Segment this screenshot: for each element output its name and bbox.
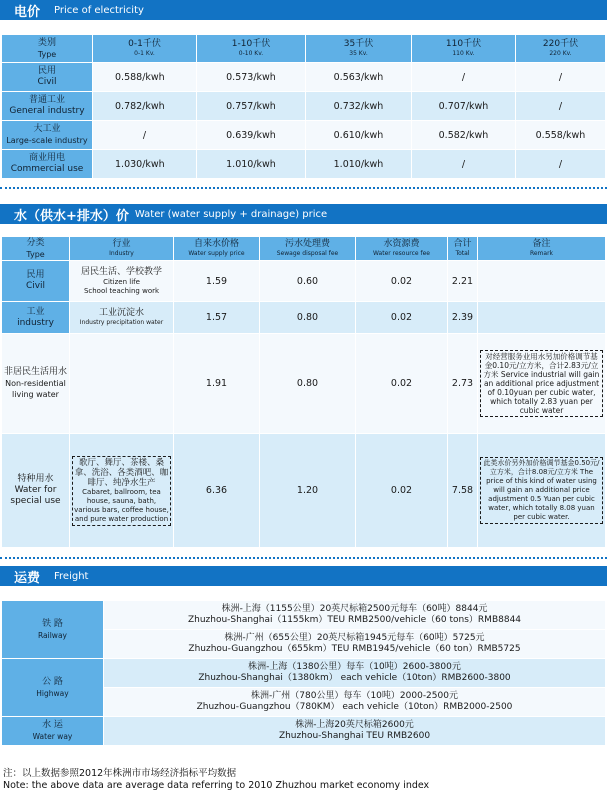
- water-h6-en: Remark: [529, 250, 554, 257]
- electricity-title-bar: [0, 0, 607, 20]
- elec-h0-en: Type: [37, 49, 57, 59]
- elec-h1-cn: 0-1千伏: [128, 39, 161, 49]
- elec-r3-cn: 商业用电: [28, 153, 65, 163]
- water-r3-total: 7.58: [448, 434, 478, 548]
- elec-h4-cn: 110千伏: [445, 39, 482, 49]
- elec-r0-cn: 民用: [37, 66, 56, 76]
- freight-hw-r1-en: Zhuzhou-Guangzhou（780KM） each vehicle（10ton）RMB2000-2500: [196, 702, 513, 712]
- elec-h0-cn: 类别: [37, 37, 56, 48]
- water-r0-type-en: Civil: [25, 281, 46, 291]
- elec-r1-cn: 普通工业: [28, 95, 65, 105]
- elec-r2-en: Large-scale industry: [6, 136, 88, 145]
- water-r0-type-cn: 民用: [26, 270, 45, 280]
- freight-ww-r0-cn: 株洲-上海20英尺标箱2600元: [295, 720, 414, 730]
- freight-title-en: Freight: [54, 570, 89, 582]
- elec-r2-v4: 0.558/kwh: [516, 121, 606, 150]
- water-r3-ind-en: Cabaret, ballroom, tea house, sauna, bath, various bars, coffee house, and pure water production: [74, 487, 169, 523]
- water-r0-remark: [478, 261, 606, 302]
- water-row-industry: [2, 302, 606, 334]
- elec-r2-v1: 0.639/kwh: [197, 121, 306, 150]
- water-r2-supply: 1.91: [174, 334, 260, 434]
- elec-r2-cn: 大工业: [33, 124, 61, 134]
- water-r0-total: 2.21: [448, 261, 478, 302]
- elec-h3-cn: 35千伏: [343, 39, 374, 49]
- elec-r2-v3: 0.582/kwh: [412, 121, 516, 150]
- freight-title-bar: [0, 566, 607, 586]
- water-r3-industry-box: [72, 456, 171, 526]
- water-h1-cn: 行业: [112, 239, 131, 249]
- elec-r2-v2: 0.610/kwh: [306, 121, 412, 150]
- water-h0-cn: 分类: [26, 237, 45, 248]
- electricity-title-en: Price of electricity: [54, 4, 144, 16]
- water-title-en: Water (water supply + drainage) price: [134, 208, 328, 220]
- elec-r3-v4: /: [516, 150, 606, 179]
- elec-r2-v0: /: [93, 121, 197, 150]
- water-r3-supply: 6.36: [174, 434, 260, 548]
- freight-railway-en: Railway: [38, 630, 67, 640]
- water-r1-type-en: industry: [17, 317, 54, 328]
- freight-highway-row-1: [2, 659, 606, 688]
- electricity-row-civil: [2, 63, 606, 92]
- water-r0-sewage: 0.60: [260, 261, 356, 302]
- electricity-row-large: [2, 121, 606, 150]
- elec-r0-v2: 0.563/kwh: [306, 63, 412, 92]
- freight-waterway-cn: 水 运: [42, 720, 63, 730]
- elec-h2-cn: 1-10千伏: [231, 39, 271, 49]
- electricity-title-cn: 电价: [14, 4, 41, 20]
- water-h1-en: Industry: [109, 250, 134, 257]
- freight-waterway-row: [2, 717, 606, 746]
- freight-hw-r0-en: Zhuzhou-Shanghai（1380km） each vehicle（10ton）RMB2600-3800: [198, 673, 511, 683]
- water-h3-cn: 污水处理费: [284, 239, 330, 249]
- elec-h3-en: 35 Kv.: [349, 50, 368, 57]
- water-r2-total: 2.73: [448, 334, 478, 434]
- water-row-nonresidential: [2, 334, 606, 434]
- elec-h4-en: 110 Kv.: [452, 50, 475, 57]
- water-r1-ind-en: Industry precipitation water: [79, 319, 164, 326]
- elec-r0-v3: /: [412, 63, 516, 92]
- water-r2-remark: 对经营服务业用水另加价格调节基金0.10元/立方米，合计2.83元/立方米 Service industrial will gain an additional price adjustment of 0.10yuan per cubic water, which totally 2.83 yuan per cubic water: [480, 350, 603, 417]
- note-cn: 注：以上数据参照2012年株洲市市场经济指标平均数据: [3, 768, 237, 779]
- elec-r1-v0: 0.782/kwh: [93, 92, 197, 121]
- water-r1-ind-cn: 工业沉淀水: [98, 308, 144, 318]
- elec-r0-en: Civil: [37, 77, 57, 87]
- water-r1-sewage: 0.80: [260, 302, 356, 334]
- water-r1-total: 2.39: [448, 302, 478, 334]
- water-r3-sewage: 1.20: [260, 434, 356, 548]
- water-r1-resource: 0.02: [356, 302, 448, 334]
- divider: [0, 557, 607, 559]
- freight-railway-cn: 铁 路: [42, 618, 63, 629]
- electricity-header-row: [2, 35, 606, 63]
- freight-title-cn: 运费: [14, 570, 41, 586]
- electricity-row-general: [2, 92, 606, 121]
- elec-h5-cn: 220千伏: [542, 39, 579, 49]
- electricity-table: [1, 34, 606, 179]
- note-en: Note: the above data are average data referring to 2010 Zhuzhou market economy index: [3, 780, 430, 791]
- water-h2-en: Water supply price: [188, 250, 245, 257]
- water-h6-cn: 备注: [532, 239, 551, 249]
- freight-railway-row-1: [2, 601, 606, 630]
- water-r3-remark: 此类水价另外加价格调节基金0.50元/立方米，合计8.08元/立方米 The price of this kind of water using will gain an additional price adjustment 0.5 Yuan per cubic water, which totally 8.08 yuan per cubic water.: [480, 457, 603, 524]
- freight-rail-r1-cn: 株洲-广州（655公里）20英尺标箱1945元每车（60吨）5725元: [224, 633, 485, 643]
- elec-r1-v2: 0.732/kwh: [306, 92, 412, 121]
- water-title-cn: 水（供水+排水）价: [14, 208, 129, 224]
- water-h4-cn: 水资源费: [383, 239, 420, 249]
- water-r1-remark: [478, 302, 606, 334]
- water-title-bar: [0, 204, 607, 224]
- water-r0-supply: 1.59: [174, 261, 260, 302]
- water-r2-ind-cn: [70, 334, 174, 434]
- elec-r1-v1: 0.757/kwh: [197, 92, 306, 121]
- elec-r0-v4: /: [516, 63, 606, 92]
- water-r3-ind-cn: 歌厅、舞厅、茶楼、桑拿、洗浴、各类酒吧、咖啡厅、纯净水生产: [74, 457, 169, 488]
- water-r3-resource: 0.02: [356, 434, 448, 548]
- elec-r0-v0: 0.588/kwh: [93, 63, 197, 92]
- water-r0-ind-en: Citizen life School teaching work: [83, 277, 160, 295]
- water-r1-type-cn: 工业: [26, 306, 45, 317]
- water-r2-type-en: Non-residential living water: [5, 379, 66, 399]
- elec-r3-v0: 1.030/kwh: [93, 150, 197, 179]
- water-h5-cn: 合计: [453, 239, 472, 249]
- water-r3-type-cn: 特种用水: [17, 474, 54, 484]
- water-r1-supply: 1.57: [174, 302, 260, 334]
- elec-r1-v4: /: [516, 92, 606, 121]
- elec-r1-v3: 0.707/kwh: [412, 92, 516, 121]
- freight-rail-r1-en: Zhuzhou-Guangzhou（655km）TEU RMB1945/vehicle（60 ton）RMB5725: [188, 644, 521, 654]
- water-h3-en: Sewage disposal fee: [276, 250, 339, 257]
- water-r2-resource: 0.02: [356, 334, 448, 434]
- water-r0-resource: 0.02: [356, 261, 448, 302]
- water-header-row: [2, 237, 606, 261]
- elec-h5-en: 220 Kv.: [549, 50, 572, 57]
- freight-highway-cn: 公 路: [42, 676, 63, 687]
- divider: [0, 187, 607, 189]
- elec-r3-v3: /: [412, 150, 516, 179]
- water-table: [1, 236, 606, 548]
- water-r2-type-cn: 非居民生活用水: [4, 367, 68, 377]
- freight-ww-r0-en: Zhuzhou-Shanghai TEU RMB2600: [278, 731, 431, 741]
- water-h0-en: Type: [26, 249, 45, 259]
- water-row-civil: [2, 261, 606, 302]
- water-h5-en: Total: [455, 250, 470, 257]
- freight-table: [1, 600, 606, 746]
- water-r2-sewage: 0.80: [260, 334, 356, 434]
- water-h4-en: Water resource fee: [373, 250, 430, 257]
- water-r3-type-en: Water for special use: [10, 485, 61, 506]
- elec-h2-en: 0-10 Kv.: [238, 50, 264, 57]
- freight-rail-r0-cn: 株洲-上海（1155公里）20英尺标箱2500元每车（60吨）8844元: [221, 604, 488, 614]
- elec-r3-en: Commercial use: [10, 164, 84, 174]
- elec-r0-v1: 0.573/kwh: [197, 63, 306, 92]
- elec-r3-v2: 1.010/kwh: [306, 150, 412, 179]
- freight-waterway-en: Water way: [32, 732, 73, 741]
- elec-r3-v1: 1.010/kwh: [197, 150, 306, 179]
- water-row-special: [2, 434, 606, 548]
- water-h2-cn: 自来水价格: [193, 239, 239, 249]
- elec-r1-en: General industry: [9, 106, 85, 116]
- elec-h1-en: 0-1 Kv.: [134, 50, 155, 57]
- freight-hw-r0-cn: 株洲-上海（1380公里）每车（10吨）2600-3800元: [248, 662, 461, 672]
- electricity-row-commercial: [2, 150, 606, 179]
- water-r0-ind-cn: 居民生活、学校教学: [80, 266, 162, 277]
- freight-highway-en: Highway: [36, 688, 69, 698]
- freight-hw-r1-cn: 株洲-广州（780公里）每车（10吨）2000-2500元: [251, 691, 458, 701]
- freight-rail-r0-en: Zhuzhou-Shanghai（1155km）TEU RMB2500/vehicle（60 tons）RMB8844: [187, 615, 522, 625]
